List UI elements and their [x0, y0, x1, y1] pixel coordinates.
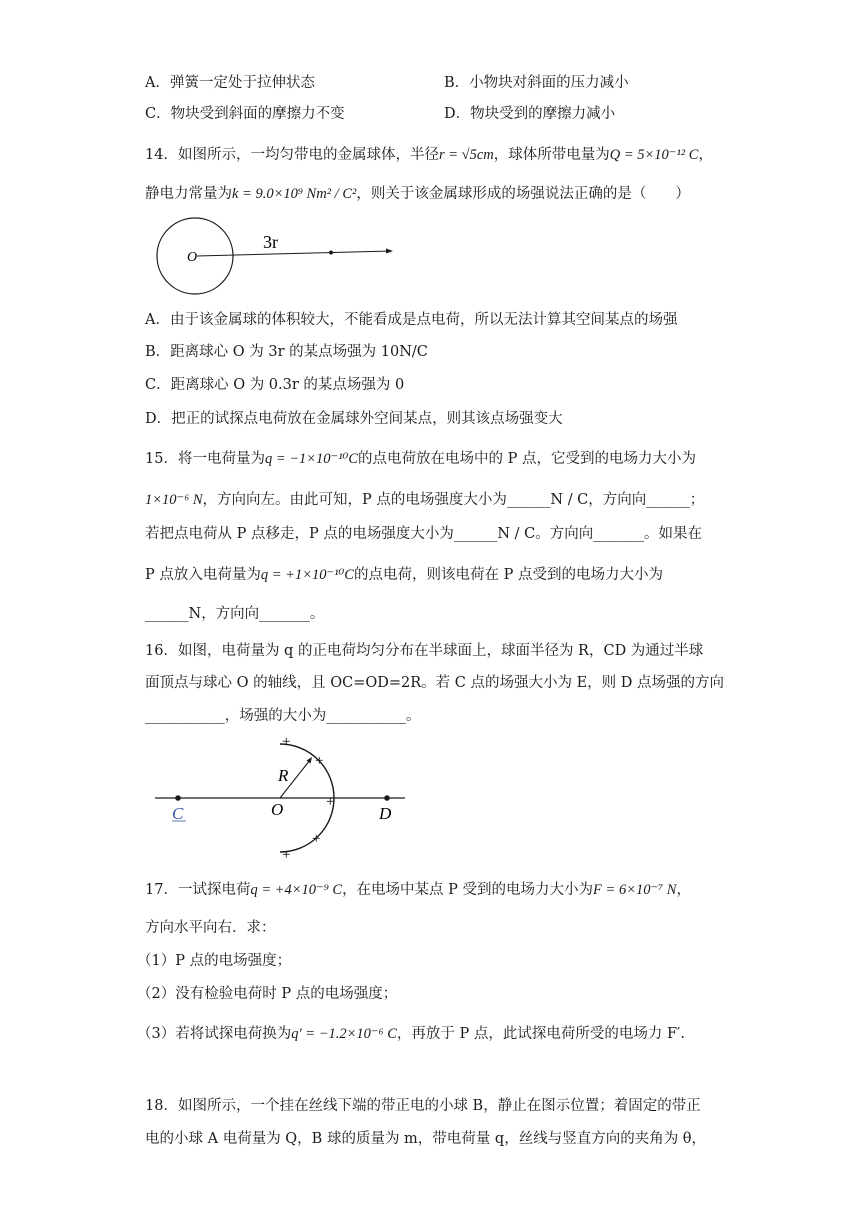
q16-hemisphere-figure	[150, 730, 415, 865]
q14-sphere-figure	[155, 215, 405, 297]
distance-line	[197, 251, 391, 256]
distance-label: 3r	[263, 232, 278, 252]
q16-line2: 面顶点与球心 O 的轴线，且 OC=OD=2R。若 C 点的场强大小为 E，则 D 点场强的方向	[145, 675, 724, 691]
q14-charge-formula: Q = 5×10⁻¹² C	[609, 147, 699, 163]
q15-l1-charge: q = −1×10⁻¹⁰C	[264, 451, 359, 467]
q15-l4-charge: q = +1×10⁻¹⁰C	[260, 567, 354, 583]
q13-option-a: A．弹簧一定处于拉伸状态	[145, 75, 315, 91]
q15-line4	[145, 565, 663, 585]
plus-sign-3: +	[326, 794, 335, 810]
label-o: O	[271, 800, 284, 819]
plus-sign-4: +	[312, 831, 321, 847]
q13-option-c: C．物块受到斜面的摩擦力不变	[145, 106, 345, 122]
q17-s3-charge: q′ = −1.2×10⁻⁶ C	[291, 1026, 397, 1042]
q15-l1-text-a: 15．将一电荷量为	[145, 451, 265, 467]
label-r: R	[278, 766, 289, 785]
q18-line1: 18．如图所示，一个挂在丝线下端的带正电的小球 B，静止在图示位置；着固定的带正	[145, 1098, 701, 1114]
q17-l1-charge: q = +4×10⁻⁹ C	[250, 882, 343, 898]
q17-l1-text-b: ，在电场中某点 P 受到的电场力大小为	[342, 882, 594, 898]
q15-line2	[145, 490, 704, 510]
q15-l1-text-b: 的点电荷放在电场中的 P 点，它受到的电场力大小为	[358, 451, 697, 467]
q16-line1: 16．如图，电荷量为 q 的正电荷均匀分布在半球面上，球面半径为 R，CD 为通过半球	[145, 643, 704, 659]
q13-option-b: B．小物块对斜面的压力减小	[444, 75, 629, 91]
q16-line3: ___________，场强的大小为___________。	[145, 708, 421, 724]
q17-l1-text-c: ，	[676, 882, 691, 898]
q14-option-c: C．距离球心 O 为 0.3r 的某点场强为 0	[145, 377, 405, 393]
label-d: D	[379, 804, 392, 823]
q14-line2-text1: 静电力常量为	[145, 186, 232, 202]
center-label: O	[187, 250, 198, 265]
q18-line2: 电的小球 A 电荷量为 Q，B 球的质量为 m，带电荷量 q，丝线与竖直方向的夹角为 θ，	[145, 1131, 707, 1147]
q14-k-formula: k = 9.0×10⁹ Nm² / C²	[232, 186, 357, 202]
q14-stem-text1: 14．如图所示，一均匀带电的金属球体，半径	[145, 147, 439, 163]
point-c	[175, 795, 181, 801]
plus-sign-2: +	[315, 753, 324, 769]
q14-stem-line2	[145, 184, 690, 204]
q15-line1	[145, 449, 696, 469]
plus-sign-5: +	[282, 847, 291, 863]
q17-sub2: （2）没有检验电荷时 P 点的电场强度；	[137, 986, 398, 1002]
q17-line1	[145, 880, 691, 900]
q15-l4-text-b: 的点电荷，则该电荷在 P 点受到的电场力大小为	[353, 567, 663, 583]
q15-l4-text-a: P 点放入电荷量为	[145, 567, 261, 583]
q14-option-d: D．把正的试探点电荷放在金属球外空间某点，则其该点场强变大	[145, 411, 563, 427]
q17-line2: 方向水平向右．求：	[145, 920, 276, 936]
q17-l1-text-a: 17．一试探电荷	[145, 882, 251, 898]
q14-option-a: A．由于该金属球的体积较大，不能看成是点电荷，所以无法计算其空间某点的场强	[145, 312, 678, 328]
q14-stem-text2: ，球体所带电量为	[493, 147, 610, 163]
q13-option-d: D．物块受到的摩擦力减小	[444, 106, 616, 122]
q14-line2-text2: ，则关于该金属球形成的场强说法正确的是（ ）	[356, 186, 690, 202]
field-point	[329, 251, 333, 255]
arrow-head	[386, 249, 393, 254]
q17-s3-text-b: ，再放于 P 点，此试探电荷所受的电场力 F′.	[396, 1026, 685, 1042]
q14-stem-text3: ，	[698, 147, 713, 163]
q15-l2-text: ，方向向左。由此可知，P 点的电场强度大小为______N / C，方向向______；	[202, 492, 705, 508]
point-d	[384, 795, 390, 801]
q14-option-b: B．距离球心 O 为 3r 的某点场强为 10N/C	[145, 344, 428, 360]
q14-radius-formula: r = √5cm	[438, 147, 494, 163]
q17-sub3	[137, 1024, 685, 1044]
q15-line3: 若把点电荷从 P 点移走，P 点的电场强度大小为______N / C。方向向_______。如果在	[145, 526, 702, 542]
q17-s3-text-a: （3）若将试探电荷换为	[137, 1026, 292, 1042]
q17-sub1: （1）P 点的电场强度；	[137, 953, 292, 969]
plus-sign-1: +	[282, 734, 291, 750]
q17-l1-force: F = 6×10⁻⁷ N	[593, 882, 677, 898]
q15-line5: ______N，方向向_______。	[145, 606, 325, 622]
label-c: C	[172, 804, 184, 823]
q15-l2-force: 1×10⁻⁶ N	[145, 492, 203, 508]
q14-stem-line1	[145, 145, 713, 165]
